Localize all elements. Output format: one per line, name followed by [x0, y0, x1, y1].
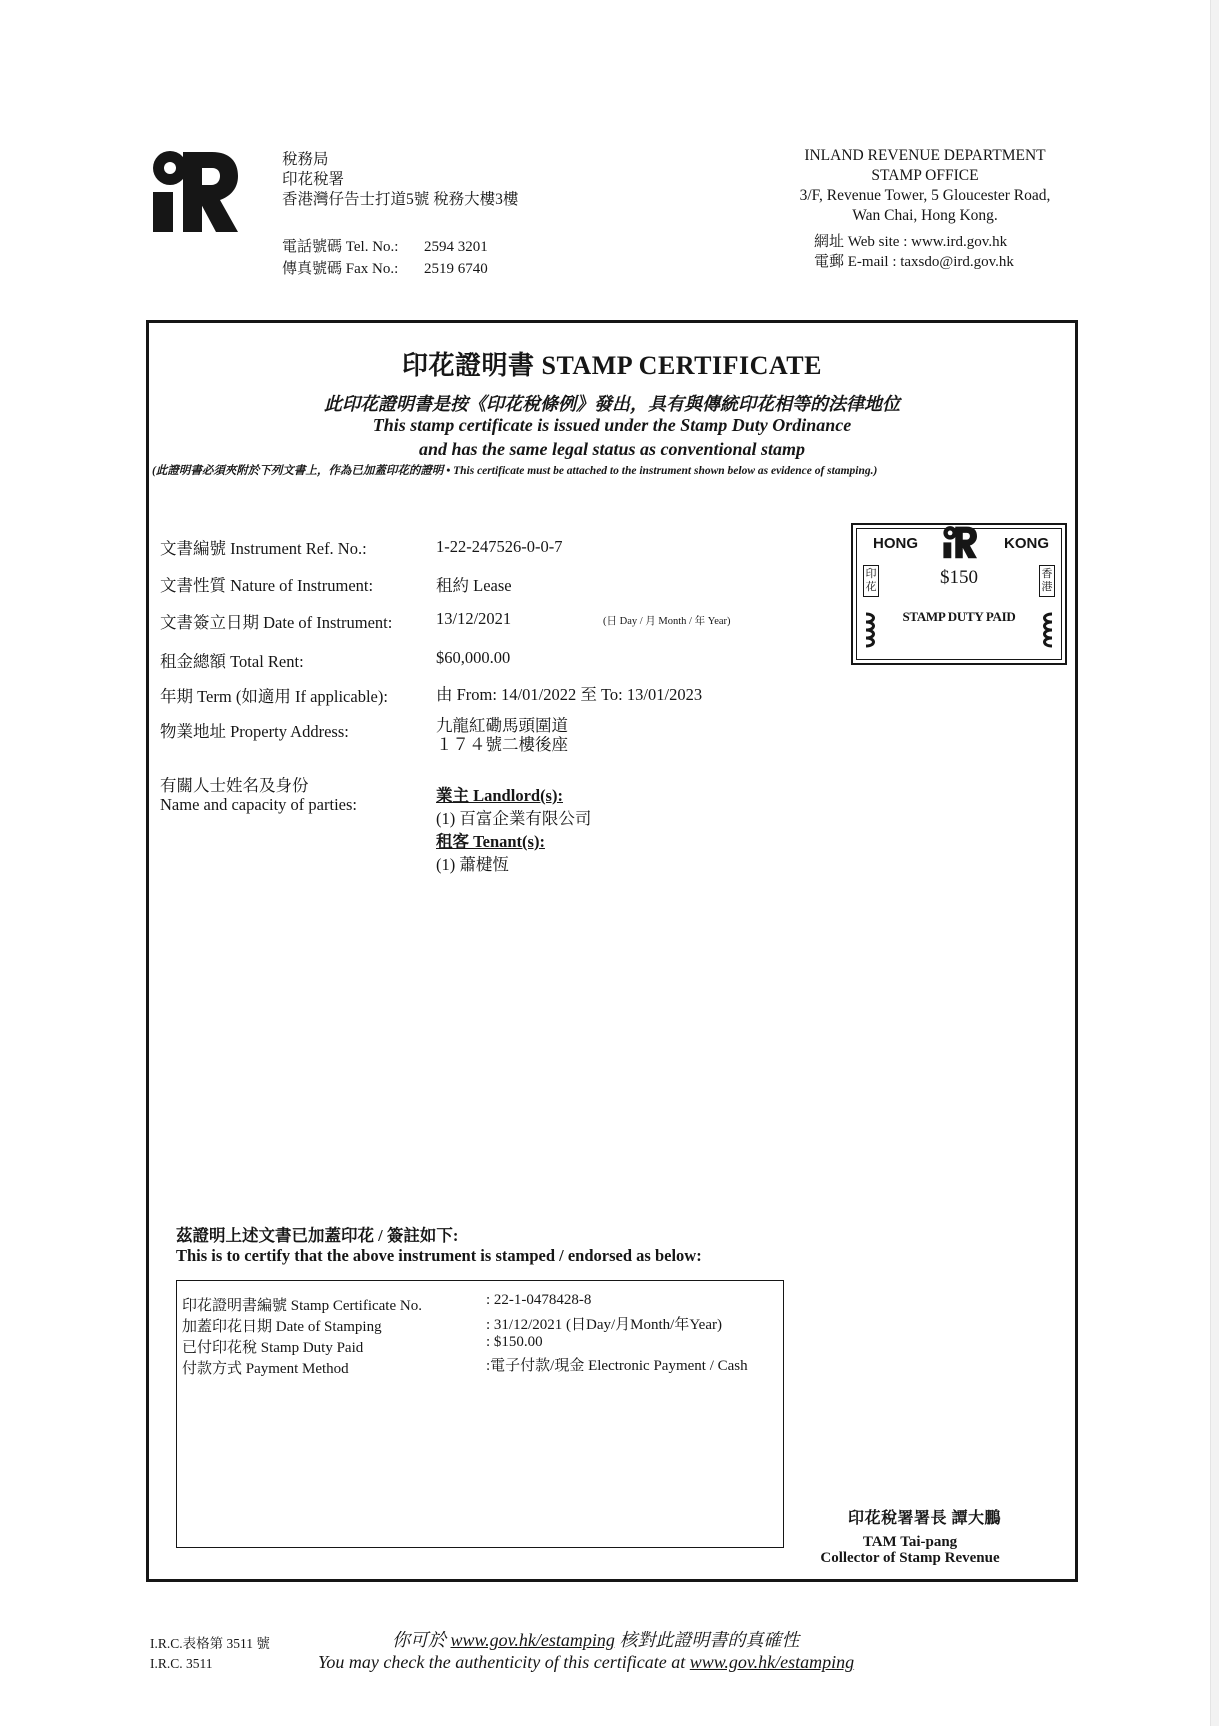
- duty-paid-value: : $150.00: [486, 1334, 543, 1350]
- ref-value: 1-22-247526-0-0-7: [436, 537, 563, 556]
- subtitle-en-2: and has the same legal status as conventional stamp: [418, 439, 806, 459]
- check-cn-suffix: 核對此證明書的真確性: [614, 1630, 800, 1650]
- office-en-line-4: Wan Chai, Hong Kong.: [852, 207, 998, 224]
- collector-name: TAM Tai-pang: [862, 1534, 958, 1550]
- authenticity-note-cn: [392, 1626, 799, 1652]
- stamp-ir-logo: [941, 525, 979, 559]
- check-cn-prefix: 你可於: [392, 1630, 451, 1650]
- contact-numbers: [282, 236, 488, 280]
- attach-note: (此證明書必須夾附於下列文書上，作為已加蓋印花的證明 • This certificate must be attached to the instrument shown below as evidence of stamping.): [152, 465, 878, 477]
- office-en-line-1: INLAND REVENUE DEPARTMENT: [804, 147, 1046, 164]
- stamp-paid-text: STAMP DUTY PAID: [902, 609, 1016, 624]
- tenant-heading: 租客 Tenant(s):: [436, 832, 545, 851]
- office-line-3: 香港灣仔告士打道5號 稅務大樓3樓: [282, 191, 519, 208]
- duty-paid-label: 已付印花稅 Stamp Duty Paid: [182, 1340, 364, 1356]
- landlord-heading: 業主 Landlord(s):: [436, 786, 563, 805]
- parties-list: [436, 784, 591, 876]
- payment-method-value: :電子付款/現金 Electronic Payment / Cash: [486, 1358, 748, 1374]
- authenticity-note-en: [318, 1652, 854, 1673]
- stamp-hong-label: HONG: [873, 535, 918, 552]
- ird-logo: [150, 148, 240, 234]
- subtitle-cn: 此印花證明書是按《印花稅條例》發出，具有與傳統印花相等的法律地位: [324, 394, 900, 414]
- stamp-duty-stamp: [851, 523, 1067, 665]
- form-number-en: I.R.C. 3511: [150, 1656, 213, 1671]
- office-address-en: [780, 146, 1070, 226]
- office-line-2: 印花稅署: [282, 171, 345, 188]
- office-line-1: 稅務局: [282, 151, 329, 168]
- page-edge: [1210, 0, 1219, 1726]
- address-line-2: １７４號二樓後座: [436, 735, 568, 754]
- estamping-link-en[interactable]: www.gov.hk/estamping: [689, 1652, 855, 1672]
- fax-value: 2519 6740: [424, 261, 488, 277]
- parties-label-en: Name and capacity of parties:: [160, 795, 357, 814]
- office-address-cn: [282, 150, 518, 210]
- nature-value: 租約 Lease: [436, 576, 512, 595]
- address-value: [436, 716, 568, 754]
- parties-label-cn: 有關人士姓名及身份: [160, 776, 309, 795]
- stamping-date-label: 加蓋印花日期 Date of Stamping: [182, 1319, 382, 1335]
- website-line: 網址 Web site : www.ird.gov.hk: [814, 234, 1008, 250]
- ref-label: 文書編號 Instrument Ref. No.:: [160, 539, 367, 558]
- landlord-item: (1) 百富企業有限公司: [436, 809, 592, 828]
- cert-no-label: 印花證明書編號 Stamp Certificate No.: [182, 1298, 422, 1314]
- rent-label: 租金總額 Total Rent:: [160, 652, 304, 671]
- collector-title-en: Collector of Stamp Revenue: [820, 1550, 1000, 1566]
- certify-en: This is to certify that the above instrument is stamped / endorsed as below:: [176, 1246, 702, 1265]
- stamp-left-vertical-label: 印花: [863, 565, 879, 597]
- term-label: 年期 Term (如適用 If applicable):: [160, 687, 388, 706]
- stamp-left-ornament-icon: [864, 611, 878, 649]
- subtitle-en-1: This stamp certificate is issued under the Stamp Duty Ordinance: [372, 415, 852, 435]
- office-en-line-3: 3/F, Revenue Tower, 5 Gloucester Road,: [799, 187, 1051, 204]
- email-line: 電郵 E-mail : taxsdo@ird.gov.hk: [814, 254, 1014, 270]
- stamp-kong-label: KONG: [1004, 535, 1049, 552]
- stamp-right-ornament-icon: [1040, 611, 1054, 649]
- term-value: 由 From: 14/01/2022 至 To: 13/01/2023: [436, 685, 703, 704]
- parties-label: [160, 776, 357, 814]
- tel-label: 電話號碼 Tel. No.:: [282, 239, 399, 255]
- collector-title-cn: 印花稅署署長 譚大鵬: [848, 1510, 1002, 1527]
- office-en-line-2: STAMP OFFICE: [871, 167, 979, 184]
- estamping-link-cn[interactable]: www.gov.hk/estamping: [450, 1630, 615, 1650]
- stamp-right-vertical-label: 香港: [1039, 565, 1055, 597]
- date-label: 文書簽立日期 Date of Instrument:: [160, 613, 393, 632]
- tenant-item: (1) 蕭楗恆: [436, 855, 509, 874]
- certify-cn: 茲證明上述文書已加蓋印花 / 簽註如下:: [176, 1226, 459, 1245]
- rent-value: $60,000.00: [436, 648, 511, 667]
- form-number-cn: I.R.C.表格第 3511 號: [150, 1636, 270, 1651]
- payment-method-label: 付款方式 Payment Method: [182, 1361, 349, 1377]
- cert-no-value: : 22-1-0478428-8: [486, 1292, 592, 1308]
- certificate-title: 印花證明書 STAMP CERTIFICATE: [402, 351, 822, 380]
- stamp-amount: $150: [940, 567, 978, 588]
- fax-label: 傳真號碼 Fax No.:: [282, 261, 399, 277]
- date-value: 13/12/2021: [436, 609, 512, 628]
- nature-label: 文書性質 Nature of Instrument:: [160, 576, 374, 595]
- date-format-hint: (日 Day / 月 Month / 年 Year): [603, 616, 731, 627]
- tel-value: 2594 3201: [424, 239, 488, 255]
- stamping-date-value: : 31/12/2021 (日Day/月Month/年Year): [486, 1317, 722, 1333]
- address-label: 物業地址 Property Address:: [160, 722, 349, 741]
- check-en-prefix: You may check the authenticity of this certificate at: [318, 1652, 690, 1672]
- address-line-1: 九龍紅磡馬頭圍道: [436, 716, 568, 735]
- web-contacts: [814, 232, 1014, 272]
